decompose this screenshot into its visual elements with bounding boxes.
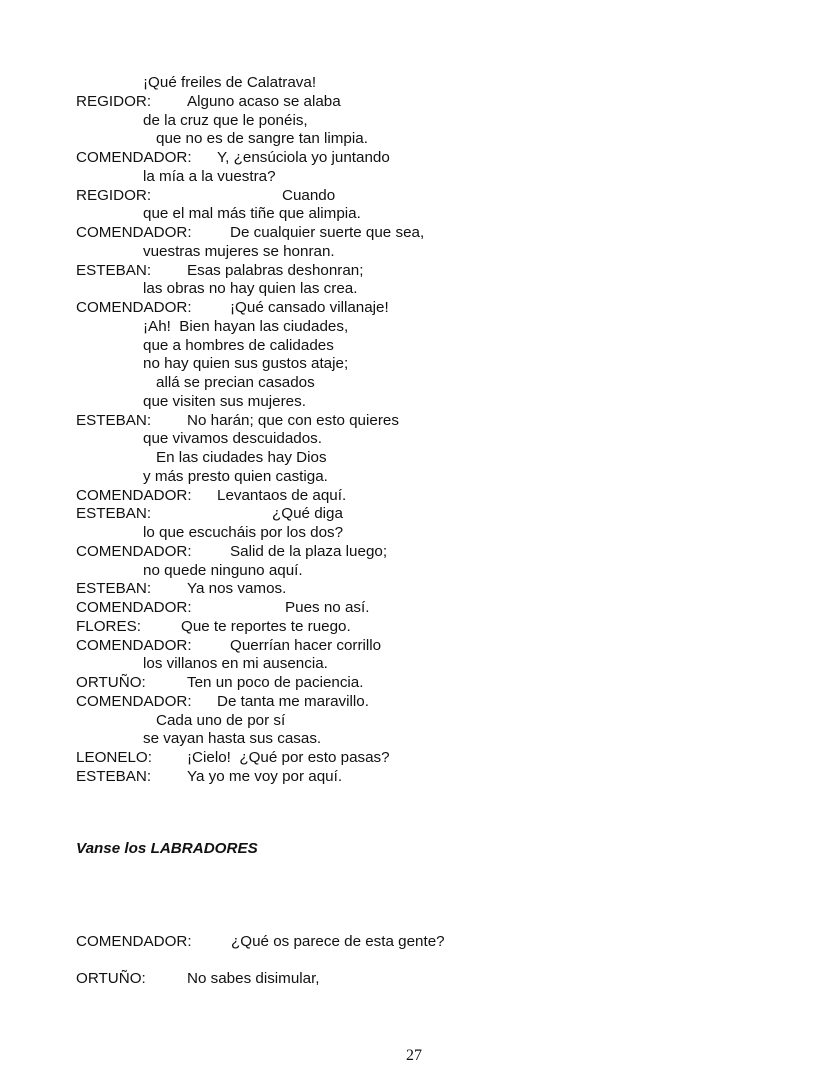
verse-text: los villanos en mi ausencia. [143, 655, 328, 673]
verse-text: ¡Cielo! ¿Qué por esto pasas? [187, 749, 390, 766]
speaker-name: COMENDADOR: [76, 299, 192, 316]
verse-text: que a hombres de calidades [143, 336, 334, 354]
verse-text: ¡Qué cansado villanaje! [230, 299, 389, 316]
verse-text: que visiten sus mujeres. [143, 392, 306, 410]
speaker-name: COMENDADOR: [76, 149, 192, 166]
verse-text: Pues no así. [285, 599, 370, 616]
verse-text: allá se precian casados [156, 374, 315, 391]
verse-text: vuestras mujeres se honran. [143, 242, 335, 260]
verse-text: se vayan hasta sus casas. [143, 730, 322, 748]
speaker-name: COMENDADOR: [76, 933, 192, 950]
verse-text: que vivamos descuidados. [143, 430, 322, 448]
speaker-name: ESTEBAN: [76, 767, 152, 785]
verse-text: que no es de sangre tan limpia. [156, 130, 368, 148]
speaker-name: COMENDADOR: [76, 692, 192, 710]
speaker-name: REGIDOR: [76, 92, 152, 110]
speaker-name: LEONELO: [76, 749, 152, 766]
verse-text: Ya yo me voy por aquí. [187, 767, 343, 785]
speaker-name: ESTEBAN: [76, 261, 152, 279]
verse-text: No sabes disimular, [187, 970, 320, 987]
verse-text: de la cruz que le ponéis, [143, 111, 308, 129]
verse-text: De tanta me maravillo. [217, 692, 369, 710]
verse-text: No harán; que con esto quieres [187, 411, 399, 429]
verse-text: no quede ninguno aquí. [143, 561, 303, 579]
speaker-name: FLORES: [76, 617, 141, 635]
verse-text: Ya nos vamos. [187, 580, 287, 598]
verse-text: Alguno acaso se alaba [187, 92, 341, 110]
speaker-name: REGIDOR: [76, 186, 152, 204]
verse-text: Salid de la plaza luego; [230, 542, 388, 560]
verse-text: ¿Qué diga [272, 505, 343, 523]
speaker-name: COMENDADOR: [76, 636, 192, 654]
verse-text: En las ciudades hay Dios [156, 449, 327, 466]
speaker-name: ORTUÑO: [76, 674, 146, 691]
speaker-name: ESTEBAN: [76, 505, 152, 523]
verse-text: Levantaos de aquí. [217, 486, 347, 504]
speaker-name: COMENDADOR: [76, 224, 192, 241]
speaker-name: COMENDADOR: [76, 486, 192, 504]
speaker-name: COMENDADOR: [76, 599, 192, 616]
verse-text: ¡Ah! Bien hayan las ciudades, [143, 317, 349, 335]
speaker-name: ESTEBAN: [76, 411, 152, 429]
verse-text: De cualquier suerte que sea, [230, 224, 425, 241]
verse-text: Ten un poco de paciencia. [187, 674, 364, 691]
verse-text: Cada uno de por sí [156, 711, 286, 729]
verse-text: y más presto quien castiga. [143, 467, 328, 485]
verse-text: Que te reportes te ruego. [181, 617, 351, 635]
verse-text: Y, ¿ensúciola yo juntando [217, 149, 390, 166]
page-number: 27 [406, 1047, 422, 1064]
verse-text: ¿Qué os parece de esta gente? [231, 933, 445, 950]
verse-text: ¡Qué freiles de Calatrava! [143, 74, 317, 91]
speaker-name: ORTUÑO: [76, 970, 146, 987]
verse-text: no hay quien sus gustos ataje; [143, 355, 349, 373]
speaker-name: COMENDADOR: [76, 542, 192, 560]
verse-text: la mía a la vuestra? [143, 167, 276, 185]
verse-text: Querrían hacer corrillo [230, 636, 382, 654]
verse-text: lo que escucháis por los dos? [143, 524, 344, 541]
verse-text: Cuando [282, 186, 336, 204]
speaker-name: ESTEBAN: [76, 580, 152, 598]
verse-text: Esas palabras deshonran; [187, 261, 364, 279]
stage-direction: Vanse los LABRADORES [76, 840, 258, 857]
verse-text: que el mal más tiñe que alimpia. [143, 205, 361, 223]
verse-text: las obras no hay quien las crea. [143, 280, 358, 298]
